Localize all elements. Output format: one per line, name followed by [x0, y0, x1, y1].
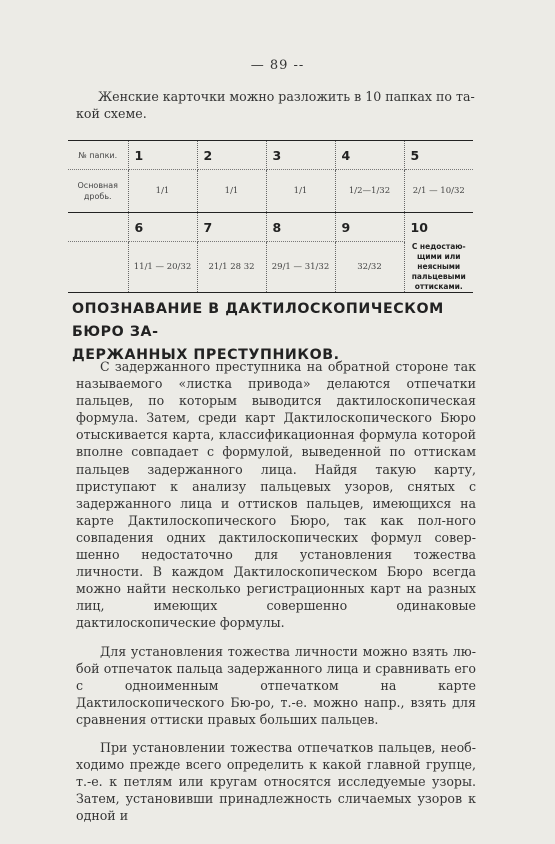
fraction-cell: 11/1 — 20/32: [128, 242, 197, 293]
fraction-cell: 29/1 — 31/32: [266, 242, 335, 293]
table-row: [68, 242, 473, 293]
folder-number: 7: [197, 213, 266, 242]
table-row: [68, 213, 473, 242]
table-row: [68, 141, 473, 170]
folder-number: 5: [404, 141, 473, 170]
formula-label-line-2: дробь.: [83, 192, 112, 201]
formula-label-line-1: Основная: [77, 181, 118, 190]
paragraph: Для установления тожества личности можно взять лю-бой отпечаток пальца задержанного лица и сравнивать его с одноименным отпечатком на карте Дактилоскопического Бю-ро, т.-е. можно напр., взять для сравнения оттиски правых больших пальцев.: [76, 643, 476, 727]
table-row: [68, 170, 473, 213]
folder-number: 10: [404, 213, 473, 242]
formula-label: [68, 170, 128, 213]
note-line: неясными: [417, 261, 461, 271]
folder-number: 1: [128, 141, 197, 170]
note-line: С недостаю-: [411, 241, 466, 251]
fraction-cell: 1/2—1/32: [335, 170, 404, 213]
folder-scheme-table: [68, 140, 473, 293]
folder-number: 9: [335, 213, 404, 242]
fraction-cell: 1/1: [128, 170, 197, 213]
folder-number: 3: [266, 141, 335, 170]
missing-prints-note: [404, 242, 473, 293]
folder-number: 8: [266, 213, 335, 242]
fraction-cell: 2/1 — 10/32: [412, 186, 465, 196]
heading-line-2: ДЕРЖАННЫХ ПРЕСТУПНИКОВ.: [72, 347, 340, 363]
note-line: оттисками.: [414, 281, 463, 291]
intro-line-1: Женские карточки можно разложить в 10 папках по та-: [98, 89, 475, 104]
empty-cell: [68, 242, 128, 293]
fraction-cell: 1/1: [266, 170, 335, 213]
note-line: щими или: [416, 251, 461, 261]
paragraph: При установлении тожества отпечатков пальцев, необ-ходимо прежде всего определить к какой главной групце, т.-е. к петлям или кругам относятся исследуемые узоры. Затем, установивши принадлежность сличаемых узоров к одной и: [76, 739, 476, 824]
fraction-cell: 1/1: [197, 170, 266, 213]
intro-line-2: кой схеме.: [76, 106, 147, 121]
paragraph: С задержанного преступника на обратной стороне так называемого «листка привода» делаются отпечатки пальцев, по которым выводится дактилоскопическая формула. Затем, среди карт Дактилоскопического Бюро отыскивается карта, классификационная формула которой вполне совпадает с формулой, выведенной по оттискам пальцев задержанного лица. Найдя такую карту, приступают к анализу пальцевых узоров, снятых с задержанного лица и оттисков пальцев, имеющихся на карте Дактилоскопического Бюро, так как пол-ного совпадения одних дактилоскопических формул совер-шенно недостаточно для установления тожества личности. В каждом Дактилоскопическом Бюро всегда можно найти несколько регистрационных карт на разных лиц, имеющих совершенно одинаковые дактилоскопические формулы.: [76, 359, 476, 631]
folder-number: 2: [197, 141, 266, 170]
intro-text: [76, 88, 478, 122]
folder-label: № папки.: [68, 141, 128, 170]
note-line: пальцевыми: [411, 271, 466, 281]
body-text: [76, 358, 476, 835]
fraction-cell: 21/1 28 32: [197, 242, 266, 293]
fraction-cell: 32/32: [335, 242, 404, 293]
folder-number: 6: [128, 213, 197, 242]
page-number: — 89 --: [250, 58, 305, 73]
section-heading: [72, 298, 482, 367]
folder-number: 4: [335, 141, 404, 170]
heading-line-1: ОПОЗНАВАНИЕ В ДАКТИЛОСКОПИЧЕСКОМ БЮРО ЗА-: [72, 301, 444, 340]
empty-cell: [68, 213, 128, 242]
